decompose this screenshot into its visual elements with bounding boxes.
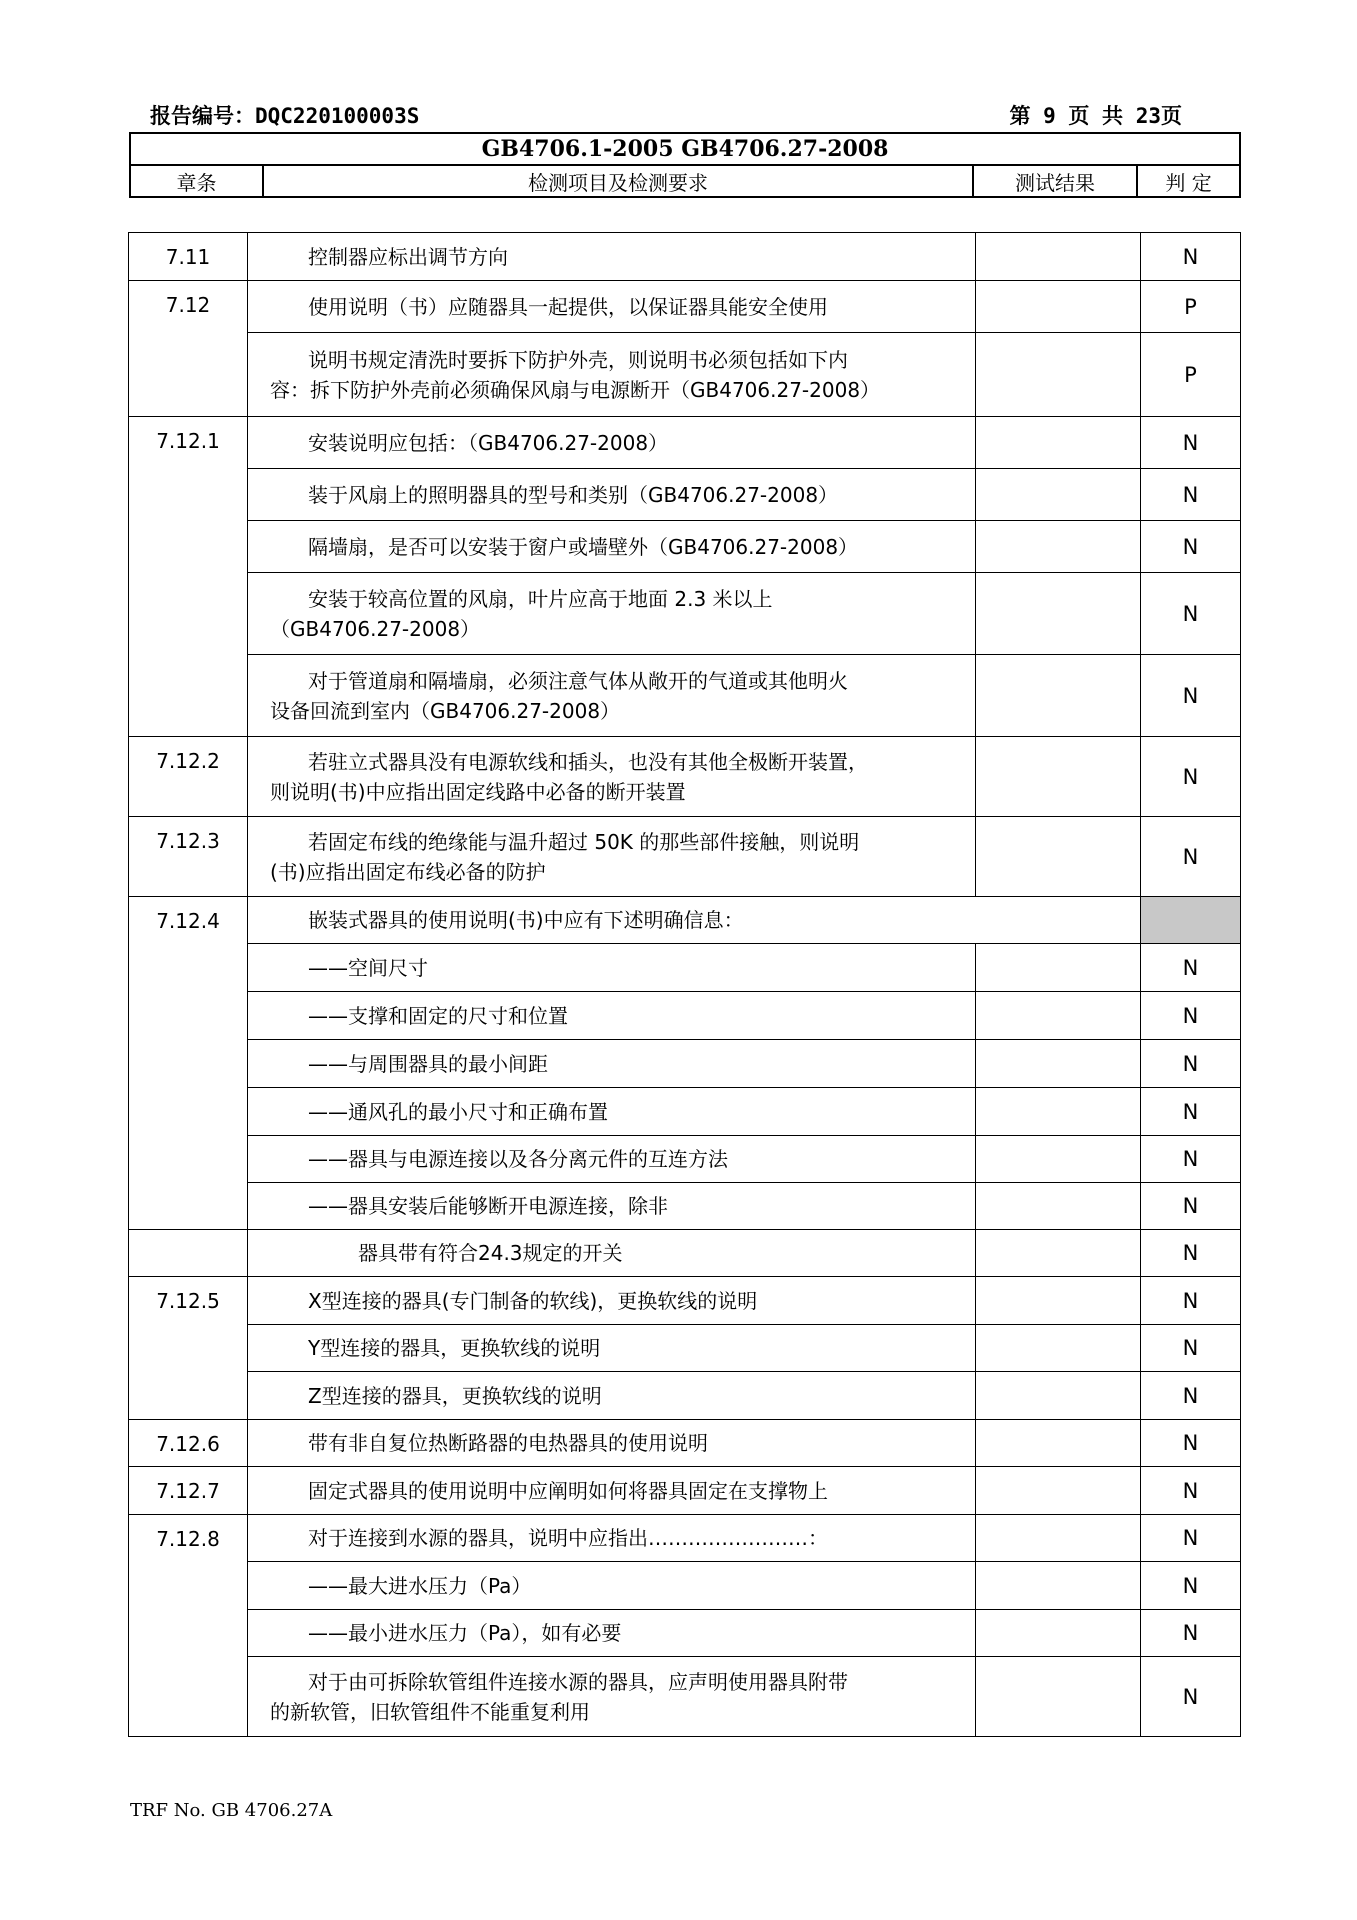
verdict-cell: N: [1141, 655, 1241, 737]
table-row: [129, 992, 1241, 1040]
column-header-clause: 章条: [130, 165, 263, 197]
clause-number: 7.12.6: [129, 1420, 248, 1467]
table-row: [129, 1657, 1241, 1737]
requirement-text: 若驻立式器具没有电源软线和插头，也没有其他全极断开装置， 则说明(书)中应指出固定线路中必备的断开装置: [248, 737, 976, 817]
table-row: [129, 573, 1241, 655]
verdict-cell: N: [1141, 944, 1241, 992]
requirement-text: 器具带有符合24.3规定的开关: [248, 1230, 976, 1277]
result-cell: [976, 281, 1141, 333]
requirement-text: Y型连接的器具，更换软线的说明: [248, 1325, 976, 1372]
table-row: [129, 469, 1241, 521]
table-row: [129, 1230, 1241, 1277]
result-cell: [976, 573, 1141, 655]
verdict-cell: N: [1141, 1277, 1241, 1325]
table-row: [129, 1420, 1241, 1467]
table-row: [129, 1088, 1241, 1136]
clause-number: 7.12.2: [129, 737, 248, 817]
table-row: [129, 417, 1241, 469]
verdict-cell: N: [1141, 1230, 1241, 1277]
result-cell: [976, 1088, 1141, 1136]
result-cell: [976, 233, 1141, 281]
clause-number: 7.12.7: [129, 1467, 248, 1515]
requirement-text: ——与周围器具的最小间距: [248, 1040, 976, 1088]
requirement-text: 对于由可拆除软管组件连接水源的器具，应声明使用器具附带 的新软管，旧软管组件不能重复利用: [248, 1657, 976, 1737]
table-row: [129, 1040, 1241, 1088]
requirement-text: 带有非自复位热断路器的电热器具的使用说明: [248, 1420, 976, 1467]
requirements-table: [128, 232, 1241, 1737]
verdict-cell: N: [1141, 817, 1241, 897]
clause-number: [129, 1230, 248, 1277]
result-cell: [976, 1136, 1141, 1183]
result-cell: [976, 1562, 1141, 1610]
verdict-cell: N: [1141, 1136, 1241, 1183]
result-cell: [976, 992, 1141, 1040]
verdict-cell: N: [1141, 1562, 1241, 1610]
result-cell: [976, 655, 1141, 737]
requirement-text: 隔墙扇，是否可以安装于窗户或墙壁外（GB4706.27-2008）: [248, 521, 976, 573]
requirement-text: ——器具安装后能够断开电源连接，除非: [248, 1183, 976, 1230]
requirement-text: 对于管道扇和隔墙扇，必须注意气体从敞开的气道或其他明火 设备回流到室内（GB4706.27-2008）: [248, 655, 976, 737]
clause-number: 7.11: [129, 233, 248, 281]
requirement-text: 安装说明应包括：（GB4706.27-2008）: [248, 417, 976, 469]
column-header-result: 测试结果: [973, 165, 1137, 197]
verdict-cell: N: [1141, 992, 1241, 1040]
verdict-cell: N: [1141, 233, 1241, 281]
requirement-text: ——最大进水压力（Pa）: [248, 1562, 976, 1610]
verdict-cell: N: [1141, 1515, 1241, 1562]
table-row: [129, 1562, 1241, 1610]
trf-number: TRF No. GB 4706.27A: [130, 1800, 333, 1821]
table-row: [129, 521, 1241, 573]
result-cell: [976, 1657, 1141, 1737]
result-cell: [976, 1372, 1141, 1420]
verdict-cell: N: [1141, 1657, 1241, 1737]
verdict-cell: N: [1141, 417, 1241, 469]
result-cell: [976, 1515, 1141, 1562]
requirement-text: ——器具与电源连接以及各分离元件的互连方法: [248, 1136, 976, 1183]
table-row: [129, 1183, 1241, 1230]
result-cell: [976, 521, 1141, 573]
requirement-text: 嵌装式器具的使用说明(书)中应有下述明确信息：: [248, 897, 1141, 944]
verdict-cell: N: [1141, 469, 1241, 521]
verdict-cell: N: [1141, 573, 1241, 655]
clause-number: 7.12: [129, 281, 248, 417]
table-row: [129, 1467, 1241, 1515]
table-row: [129, 1277, 1241, 1325]
requirement-text: ——支撑和固定的尺寸和位置: [248, 992, 976, 1040]
result-cell: [976, 737, 1141, 817]
result-cell: [976, 1183, 1141, 1230]
table-row: [129, 1136, 1241, 1183]
verdict-cell: N: [1141, 1372, 1241, 1420]
table-row: [129, 1515, 1241, 1562]
result-cell: [976, 1467, 1141, 1515]
result-cell: [976, 1040, 1141, 1088]
result-cell: [976, 1420, 1141, 1467]
verdict-cell: N: [1141, 1040, 1241, 1088]
verdict-cell: N: [1141, 1610, 1241, 1657]
page-header: [150, 96, 1182, 132]
requirement-text: 对于连接到水源的器具，说明中应指出……………………：: [248, 1515, 976, 1562]
result-cell: [976, 469, 1141, 521]
page-number: 第 9 页 共 23页: [1009, 104, 1182, 128]
requirement-text: ——最小进水压力（Pa），如有必要: [248, 1610, 976, 1657]
requirement-text: 装于风扇上的照明器具的型号和类别（GB4706.27-2008）: [248, 469, 976, 521]
requirement-text: 说明书规定清洗时要拆下防护外壳，则说明书必须包括如下内 容：拆下防护外壳前必须确保风扇与电源断开（GB4706.27-2008）: [248, 333, 976, 417]
result-cell: [976, 333, 1141, 417]
requirement-text: ——通风孔的最小尺寸和正确布置: [248, 1088, 976, 1136]
verdict-cell: N: [1141, 521, 1241, 573]
clause-number: 7.12.3: [129, 817, 248, 897]
verdict-cell: N: [1141, 1325, 1241, 1372]
table-row: [129, 944, 1241, 992]
verdict-cell: N: [1141, 1420, 1241, 1467]
requirement-text: ——空间尺寸: [248, 944, 976, 992]
requirement-text: X型连接的器具(专门制备的软线)，更换软线的说明: [248, 1277, 976, 1325]
verdict-cell: N: [1141, 1467, 1241, 1515]
table-row: [129, 1325, 1241, 1372]
table-row: [129, 333, 1241, 417]
result-cell: [976, 1325, 1141, 1372]
requirement-text: 使用说明（书）应随器具一起提供，以保证器具能安全使用: [248, 281, 976, 333]
result-cell: [976, 817, 1141, 897]
result-cell: [976, 1610, 1141, 1657]
result-cell: [976, 944, 1141, 992]
requirement-text: Z型连接的器具，更换软线的说明: [248, 1372, 976, 1420]
verdict-cell-shaded: [1141, 897, 1241, 944]
verdict-cell: P: [1141, 281, 1241, 333]
clause-number: 7.12.1: [129, 417, 248, 737]
verdict-cell: N: [1141, 1183, 1241, 1230]
result-cell: [976, 1230, 1141, 1277]
table-row: [129, 1610, 1241, 1657]
result-cell: [976, 1277, 1141, 1325]
table-row: [129, 281, 1241, 333]
table-row: [129, 737, 1241, 817]
clause-number: 7.12.4: [129, 897, 248, 1230]
table-row: [129, 897, 1241, 944]
column-header-verdict: 判 定: [1137, 165, 1240, 197]
table-row: [129, 233, 1241, 281]
table-row: [129, 655, 1241, 737]
clause-number: 7.12.5: [129, 1277, 248, 1420]
column-header-requirement: 检测项目及检测要求: [263, 165, 973, 197]
requirement-text: 固定式器具的使用说明中应阐明如何将器具固定在支撑物上: [248, 1467, 976, 1515]
verdict-cell: P: [1141, 333, 1241, 417]
requirement-text: 控制器应标出调节方向: [248, 233, 976, 281]
clause-number: 7.12.8: [129, 1515, 248, 1737]
standard-header-table: [129, 132, 1241, 198]
verdict-cell: N: [1141, 737, 1241, 817]
verdict-cell: N: [1141, 1088, 1241, 1136]
requirement-text: 安装于较高位置的风扇，叶片应高于地面 2.3 米以上 （GB4706.27-2008）: [248, 573, 976, 655]
report-number: 报告编号：DQC220100003S: [150, 104, 420, 128]
requirement-text: 若固定布线的绝缘能与温升超过 50K 的那些部件接触，则说明 (书)应指出固定布线必备的防护: [248, 817, 976, 897]
table-row: [129, 1372, 1241, 1420]
table-row: [129, 817, 1241, 897]
standard-title: GB4706.1-2005 GB4706.27-2008: [130, 133, 1240, 165]
result-cell: [976, 417, 1141, 469]
